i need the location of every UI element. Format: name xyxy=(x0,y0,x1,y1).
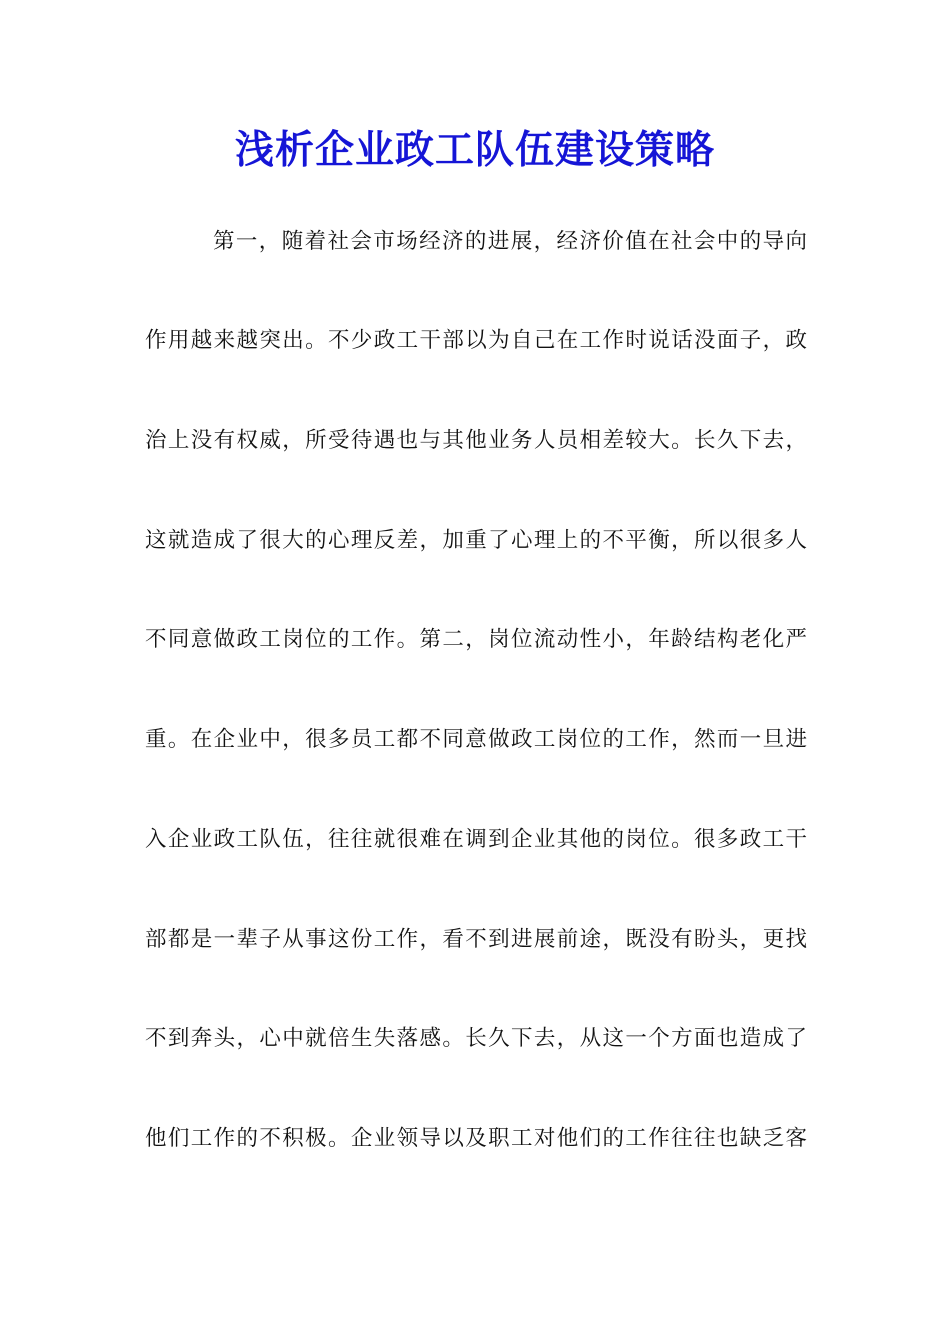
document-title: 浅析企业政工队伍建设策略 xyxy=(234,127,715,173)
paragraph-line-9: 不到奔头，心中就倍生失落感。长久下去，从这一个方面也造成了 xyxy=(145,1026,807,1051)
paragraph-line-7: 入企业政工队伍，往往就很难在调到企业其他的岗位。很多政工干 xyxy=(145,827,807,852)
paragraph-line-6: 重。在企业中，很多员工都不同意做政工岗位的工作，然而一旦进 xyxy=(145,727,807,752)
paragraph-line-3: 治上没有权威，所受待遇也与其他业务人员相差较大。长久下去， xyxy=(145,428,807,453)
paragraph-line-2: 作用越来越突出。不少政工干部以为自己在工作时说话没面子，政 xyxy=(145,328,807,353)
paragraph-line-5: 不同意做政工岗位的工作。第二，岗位流动性小，年龄结构老化严 xyxy=(145,627,807,652)
paragraph-line-1: 第一，随着社会市场经济的进展，经济价值在社会中的导向 xyxy=(213,229,807,254)
paragraph-line-10: 他们工作的不积极。企业领导以及职工对他们的工作往往也缺乏客 xyxy=(145,1126,807,1151)
paragraph-line-8: 部都是一辈子从事这份工作，看不到进展前途，既没有盼头，更找 xyxy=(145,927,807,952)
paragraph-line-4: 这就造成了很大的心理反差，加重了心理上的不平衡，所以很多人 xyxy=(145,528,807,553)
